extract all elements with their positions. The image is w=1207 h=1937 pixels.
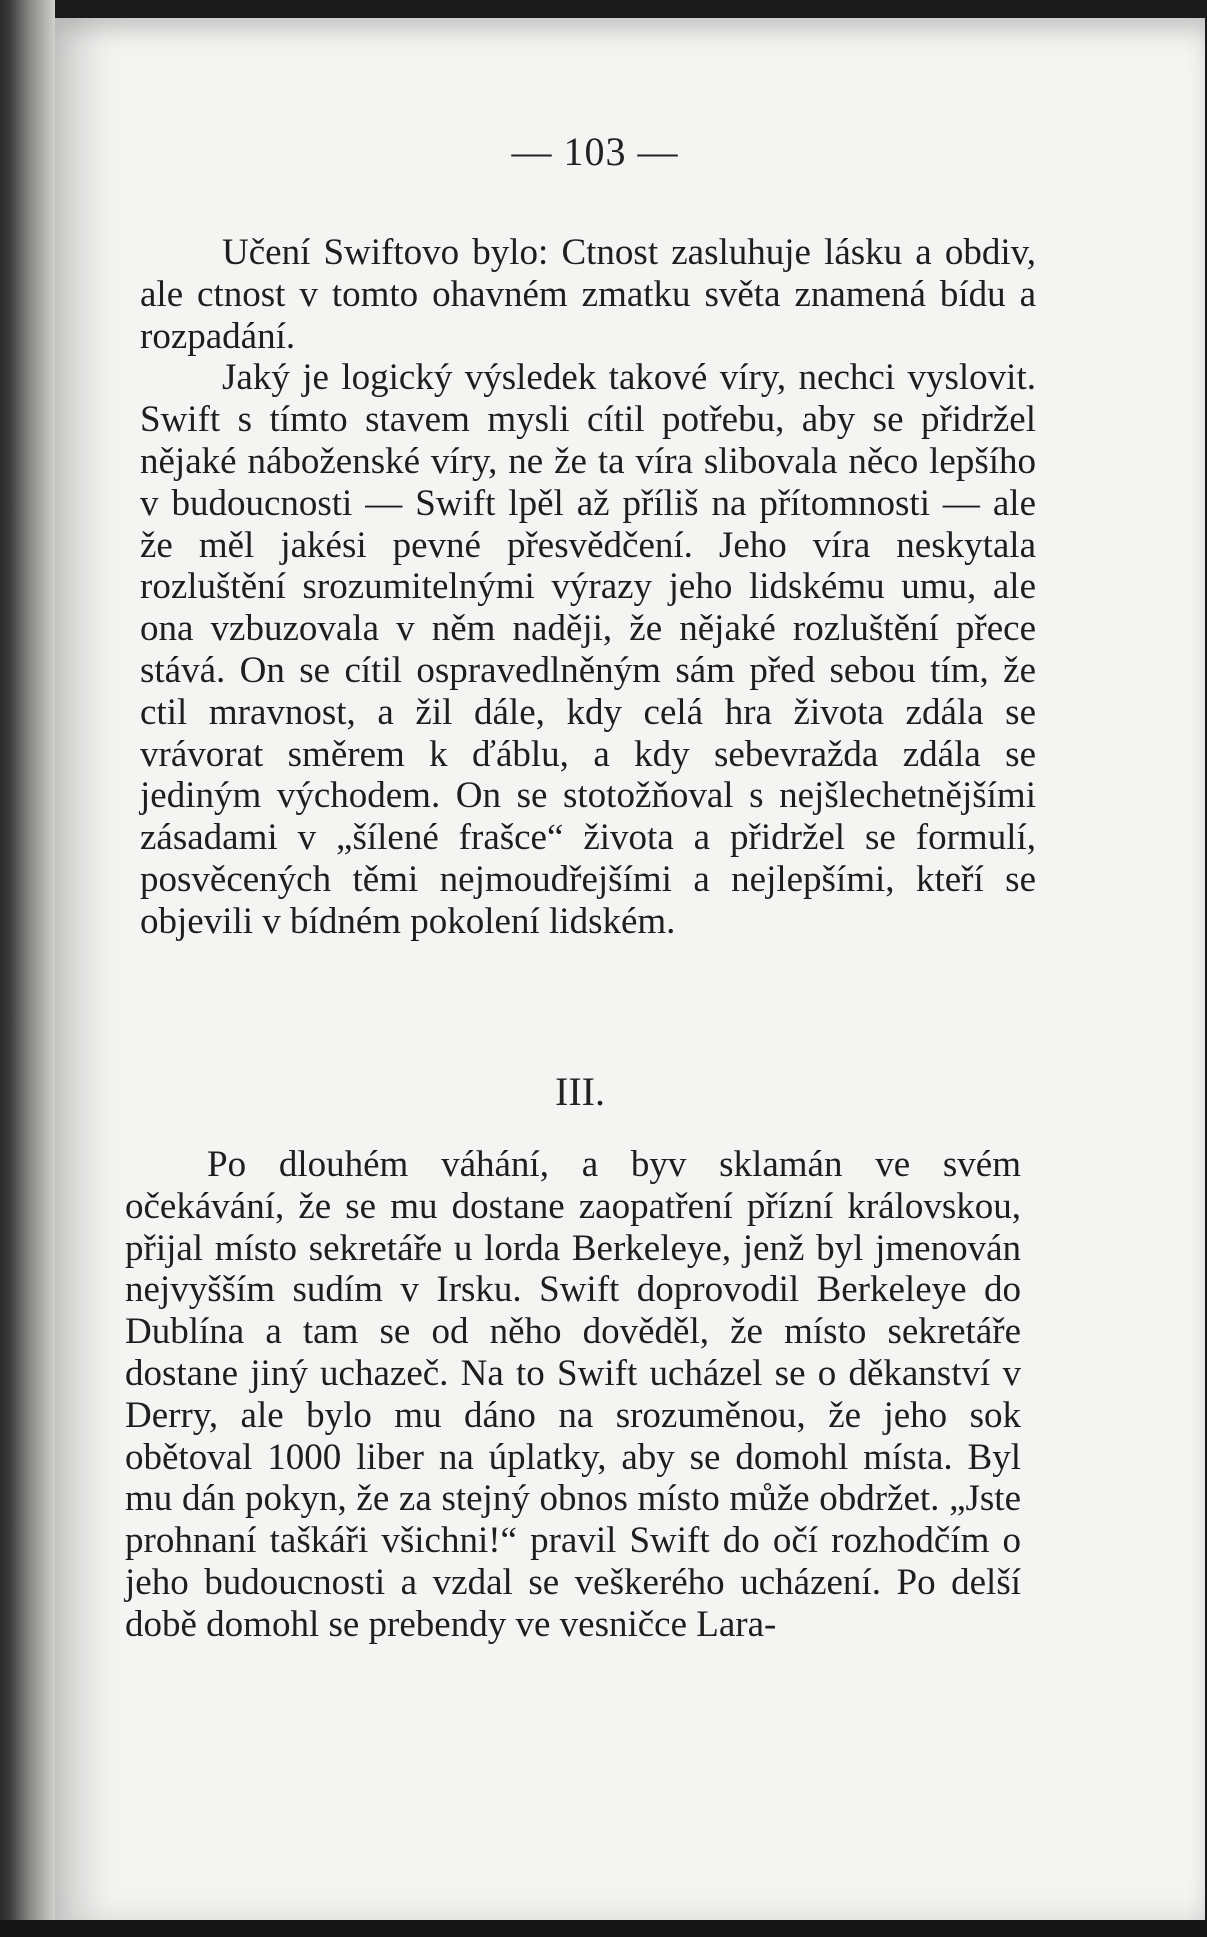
page-number: — 103 — — [511, 129, 679, 174]
paragraph: Po dlouhém váhání, a byv sklamán ve svém očekávání, že se mu dostane zaopatření přízní královskou, přijal místo sekretáře u lorda Berkeleye, jenž byl jmenován nejvyšším sudím v Irsku. Swift doprovodil Berkeleye do Dublína a tam se od něho dověděl, že místo sekretáře dostane jiný uchazeč. Na to Swift ucházel se o děkanství v Derry, ale bylo mu dáno na srozuměnou, že jeho sok obětoval 1000 liber na úplatky, aby se domohl místa. Byl mu dán pokyn, že za stejný obnos místo může obdržet. „Jste prohnaní taškáři všichni!“ pravil Swift do očí rozhodčím o jeho budoucnosti a vzdal se veškerého ucházení. Po delší době domohl se prebendy ve vesničce Lara- — [125, 1144, 1021, 1645]
paragraph: Učení Swiftovo bylo: Ctnost zasluhuje lásku a obdiv, ale ctnost v tomto ohavném zmatku světa znamená bídu a rozpadání. — [140, 232, 1036, 357]
paragraph: Jaký je logický výsledek takové víry, nechci vyslovit. Swift s tímto stavem mysli cítil potřebu, aby se přidržel nějaké náboženské víry, ne že ta víra slibovala něco lepšího v budoucnosti — Swift lpěl až příliš na přítomnosti — ale že měl jakési pevné přesvědčení. Jeho víra neskytala rozluštění srozumitelnými výrazy jeho lidskému umu, ale ona vzbuzovala v něm naději, že nějaké rozluštění přece stává. On se cítil ospravedlněným sám před sebou tím, že ctil mravnost, a žil dále, kdy celá hra života zdála se vrávorat směrem k ďáblu, a kdy sebevražda zdála se jediným východem. On se stotožňoval s nejšlechetnějšími zásadami v „šílené frašce“ života a přidržel se formulí, posvěcených těmi nejmoudřejšími a nejlepšími, kteří se objevili v bídném pokolení lidském. — [140, 357, 1036, 942]
text-block-lower — [125, 1144, 1021, 1646]
scan-bottom-edge — [0, 1920, 1207, 1937]
book-gutter — [0, 0, 55, 1937]
text-block-upper — [140, 232, 1036, 943]
section-heading: III. — [555, 1069, 605, 1114]
